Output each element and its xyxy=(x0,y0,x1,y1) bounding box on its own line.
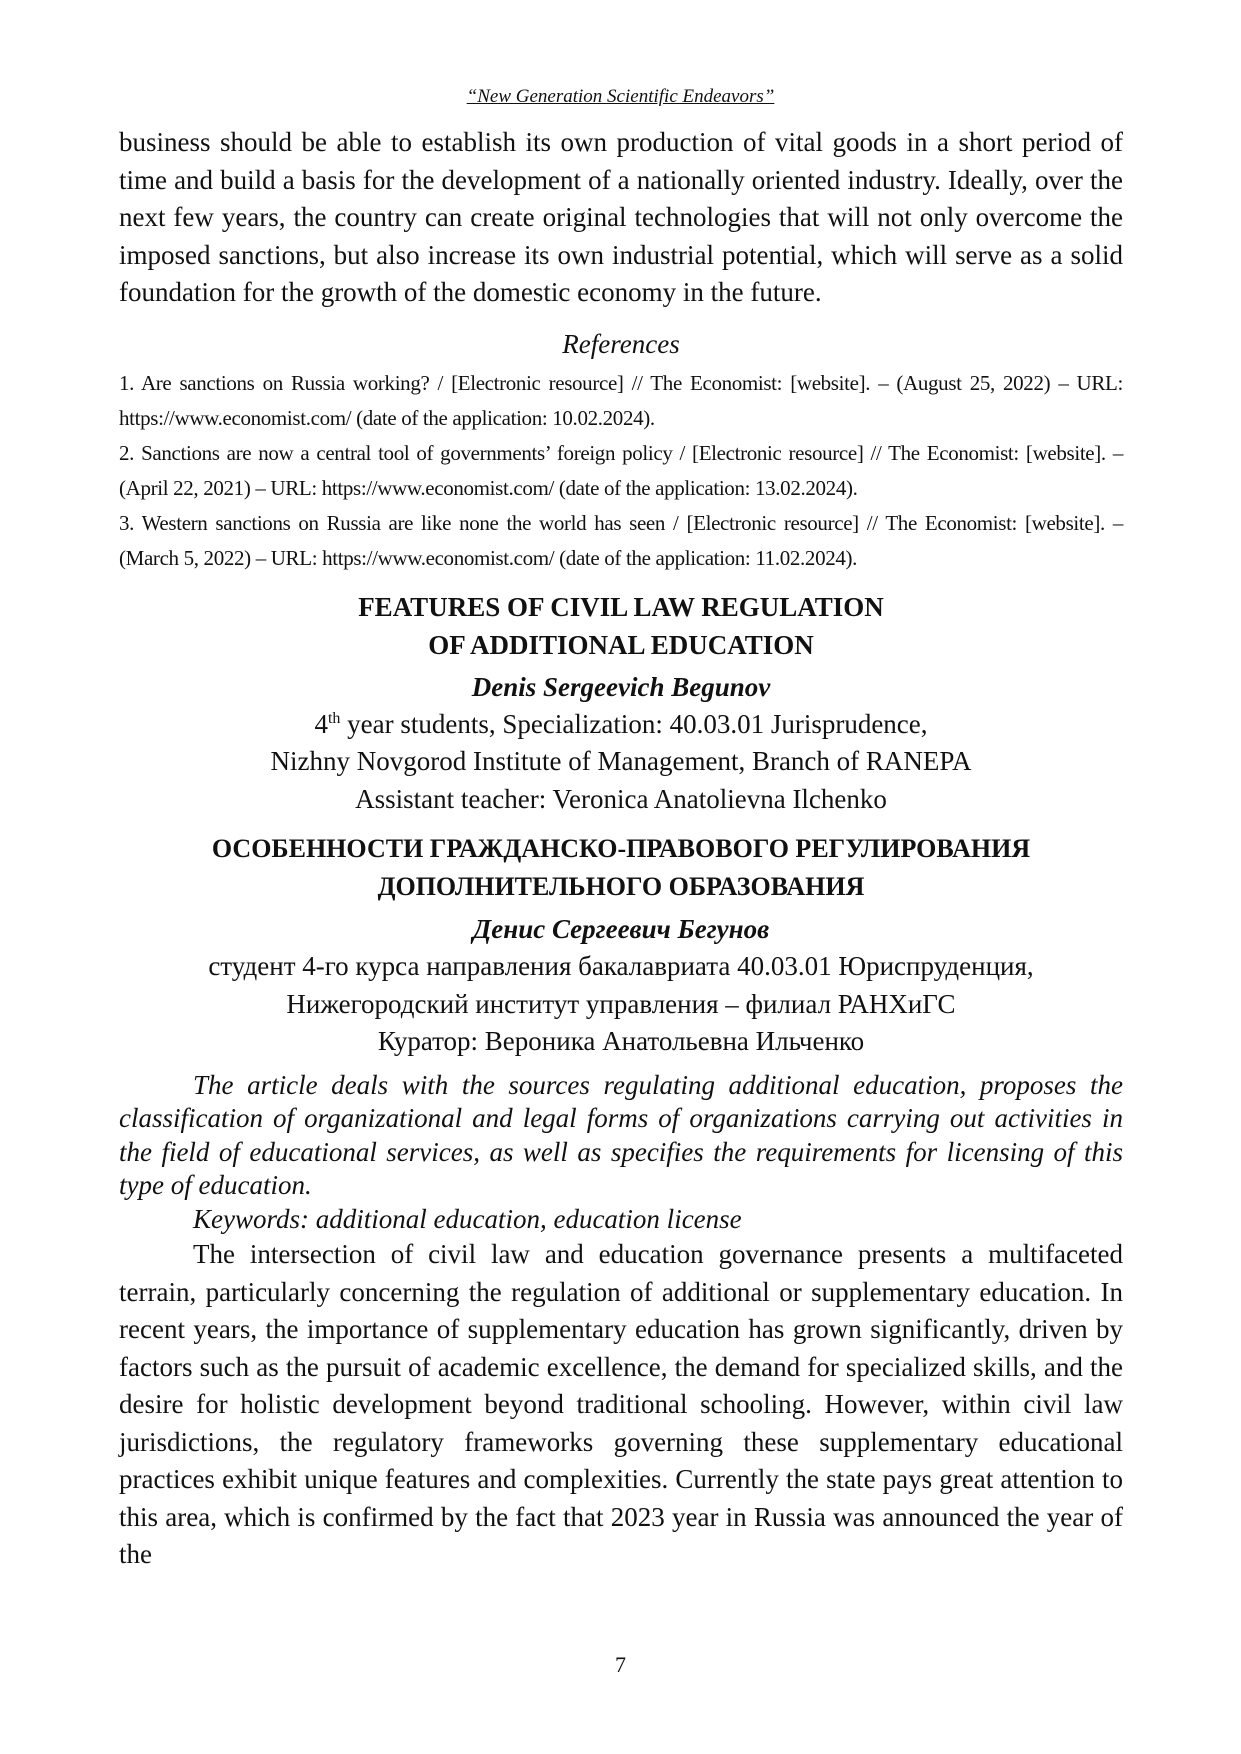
affiliation-en-line2: Nizhny Novgorod Institute of Management, Branch of RANEPA xyxy=(270,746,972,776)
page-content xyxy=(119,124,1123,1574)
running-head-text: “New Generation Scientific Endeavors” xyxy=(466,86,775,107)
reference-item: 3. Western sanctions on Russia are like none the world has seen / [Electronic resource] // The Economist: [website]. – (March 5, 2022) – URL: https://www.economist.com/ (date of the application: 11.02.2024). xyxy=(119,510,1123,570)
affiliation-ru-line1: студент 4-го курса направления бакалавриата 40.03.01 Юриспруденция, xyxy=(208,951,1034,981)
article-header-en xyxy=(119,588,1123,819)
article-title-ru-line1: ОСОБЕННОСТИ ГРАЖДАНСКО-ПРАВОВОГО РЕГУЛИРОВАНИЯ xyxy=(211,834,1031,863)
affiliation-ru-line2: Нижегородский институт управления – филиал РАНХиГС xyxy=(286,988,956,1019)
article-title-ru xyxy=(119,830,1123,906)
article-title-en xyxy=(119,588,1123,664)
abstract: The article deals with the sources regulating additional education, proposes the classification of organizational and legal forms of organizations carrying out activities in the field of educational services, as well as specifies the requirements for licensing of this type of education. xyxy=(119,1069,1123,1200)
affiliation-year: 4 xyxy=(314,708,328,739)
references-section xyxy=(119,326,1123,576)
affiliation-ru-line3: Куратор: Вероника Анатольевна Ильченко xyxy=(377,1026,865,1056)
article-title-ru-line2: ДОПОЛНИТЕЛЬНОГО ОБРАЗОВАНИЯ xyxy=(377,872,865,901)
page-number: 7 xyxy=(615,1652,626,1677)
article-header-ru xyxy=(119,830,1123,1061)
author-name-ru: Денис Сергеевич Бегунов xyxy=(472,914,770,944)
affiliation-en-line1-text: year students, Specialization: 40.03.01 Jurisprudence, xyxy=(340,708,928,739)
article-title-en-line2: OF ADDITIONAL EDUCATION xyxy=(428,629,814,660)
reference-item: 2. Sanctions are now a central tool of governments’ foreign policy / [Electronic resource] // The Economist: [website]. – (April 22, 2021) – URL: https://www.economist.com/ (date of the application: 13.02.2024). xyxy=(119,440,1123,500)
article-title-en-line1: FEATURES OF CIVIL LAW REGULATION xyxy=(358,591,884,622)
body-paragraph: The intersection of civil law and education governance presents a multifaceted terrain, particularly concerning the regulation of additional or supplementary education. In recent years, the importance of supplementary education has grown significantly, driven by factors such as the pursuit of academic excellence, the demand for specialized skills, and the desire for holistic development beyond traditional schooling. However, within civil law jurisdictions, the regulatory frameworks governing these supplementary educational practices exhibit unique features and complexities. Currently the state pays great attention to this area, which is confirmed by the fact that 2023 year in Russia was announced the year of the xyxy=(119,1239,1123,1569)
intro-paragraph: business should be able to establish its own production of vital goods in a short period of time and build a basis for the development of a nationally oriented industry. Ideally, over the next few years, the country can create original technologies that will not only overcome the imposed sanctions, but also increase its own industrial potential, which will serve as a solid foundation for the growth of the domestic economy in the future. xyxy=(119,127,1123,307)
reference-item: 1. Are sanctions on Russia working? / [Electronic resource] // The Economist: [website]. – (August 25, 2022) – URL: https://www.economist.com/ (date of the application: 10.02.2024). xyxy=(119,370,1123,430)
author-name-en: Denis Sergeevich Begunov xyxy=(471,671,771,702)
keywords: Keywords: additional education, education license xyxy=(193,1203,742,1234)
affiliation-en-line1 xyxy=(119,706,1123,744)
references-title: References xyxy=(562,328,680,359)
affiliation-en-line3: Assistant teacher: Veronica Anatolievna Ilchenko xyxy=(355,783,887,814)
running-head xyxy=(0,86,1241,108)
affiliation-year-suffix: th xyxy=(327,709,341,727)
